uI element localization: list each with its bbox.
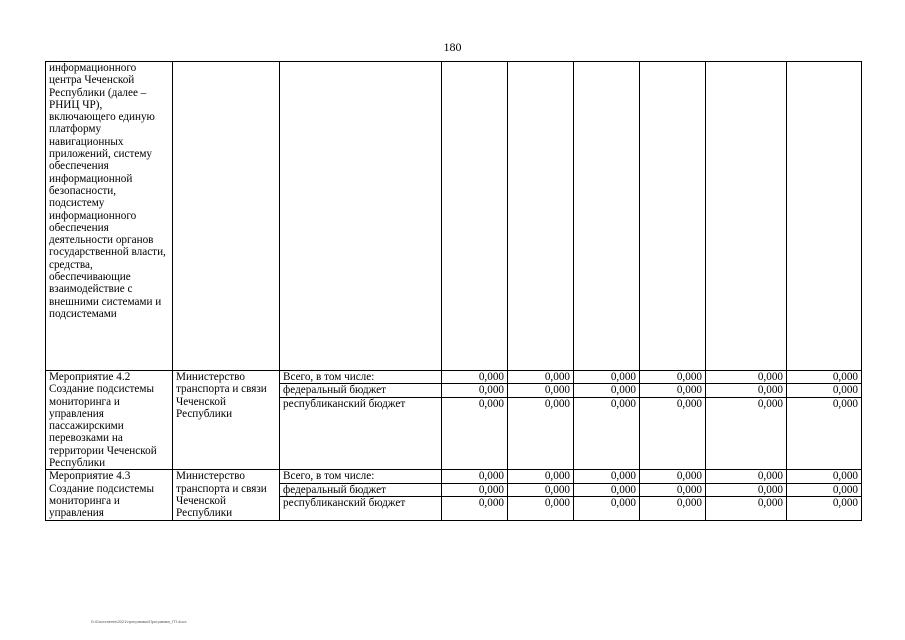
value-cell: 0,000 bbox=[508, 384, 574, 397]
value-cell: 0,000 bbox=[787, 384, 862, 397]
value-cell: 0,000 bbox=[640, 397, 706, 470]
value-cell: 0,000 bbox=[706, 371, 787, 384]
funding-source-cell: федеральный бюджет bbox=[280, 483, 442, 496]
value-cell: 0,000 bbox=[574, 496, 640, 520]
value-cell: 0,000 bbox=[787, 371, 862, 384]
responsible-cell: Министерство транспорта и связи Чеченской Республики bbox=[173, 470, 280, 520]
value-cell: 0,000 bbox=[640, 470, 706, 483]
value-cell: 0,000 bbox=[574, 483, 640, 496]
empty-cell bbox=[508, 62, 574, 371]
empty-cell bbox=[640, 62, 706, 371]
funding-source-cell: Всего, в том числе: bbox=[280, 371, 442, 384]
page-number: 180 bbox=[443, 40, 462, 54]
value-cell: 0,000 bbox=[574, 470, 640, 483]
value-cell: 0,000 bbox=[508, 483, 574, 496]
value-cell: 0,000 bbox=[574, 384, 640, 397]
empty-cell bbox=[442, 62, 508, 371]
empty-cell bbox=[574, 62, 640, 371]
continuation-row bbox=[46, 62, 862, 371]
value-cell: 0,000 bbox=[706, 483, 787, 496]
value-cell: 0,000 bbox=[508, 496, 574, 520]
budget-table bbox=[45, 61, 862, 521]
value-cell: 0,000 bbox=[787, 483, 862, 496]
value-cell: 0,000 bbox=[787, 496, 862, 520]
value-cell: 0,000 bbox=[442, 483, 508, 496]
value-cell: 0,000 bbox=[640, 496, 706, 520]
value-cell: 0,000 bbox=[574, 397, 640, 470]
value-cell: 0,000 bbox=[706, 470, 787, 483]
measure-name-cell: Мероприятие 4.3 Создание подсистемы мониторинга и управления bbox=[46, 470, 173, 520]
empty-cell bbox=[787, 62, 862, 371]
value-cell: 0,000 bbox=[787, 470, 862, 483]
value-cell: 0,000 bbox=[442, 384, 508, 397]
value-cell: 0,000 bbox=[574, 371, 640, 384]
empty-cell bbox=[280, 62, 442, 371]
funding-source-cell: федеральный бюджет bbox=[280, 384, 442, 397]
empty-cell bbox=[706, 62, 787, 371]
table-row bbox=[46, 371, 862, 384]
responsible-cell: Министерство транспорта и связи Чеченской Республики bbox=[173, 371, 280, 470]
value-cell: 0,000 bbox=[442, 470, 508, 483]
value-cell: 0,000 bbox=[442, 397, 508, 470]
measure-name-cell: информационного центра Чеченской Республики (далее – РНИЦ ЧР), включающего единую платформу навигационных приложений, систему обеспечения информационной безопасности, подсистему информационного обеспечения деятельности органов государственной власти, средства, обеспечивающие взаимодействие с внешними системами и подсистемами bbox=[46, 62, 173, 371]
value-cell: 0,000 bbox=[787, 397, 862, 470]
empty-cell bbox=[173, 62, 280, 371]
footer-file-path: D:\Documents\2021\программа\Программа_ГП.docx bbox=[91, 619, 187, 624]
measure-name-cell: Мероприятие 4.2 Создание подсистемы мониторинга и управления пассажирскими перевозками на территории Чеченской Республики bbox=[46, 371, 173, 470]
value-cell: 0,000 bbox=[640, 384, 706, 397]
value-cell: 0,000 bbox=[508, 397, 574, 470]
value-cell: 0,000 bbox=[640, 371, 706, 384]
funding-source-cell: республиканский бюджет bbox=[280, 496, 442, 520]
funding-source-cell: республиканский бюджет bbox=[280, 397, 442, 470]
value-cell: 0,000 bbox=[508, 470, 574, 483]
value-cell: 0,000 bbox=[508, 371, 574, 384]
value-cell: 0,000 bbox=[640, 483, 706, 496]
value-cell: 0,000 bbox=[442, 496, 508, 520]
value-cell: 0,000 bbox=[442, 371, 508, 384]
value-cell: 0,000 bbox=[706, 384, 787, 397]
value-cell: 0,000 bbox=[706, 397, 787, 470]
value-cell: 0,000 bbox=[706, 496, 787, 520]
table-row bbox=[46, 470, 862, 483]
funding-source-cell: Всего, в том числе: bbox=[280, 470, 442, 483]
